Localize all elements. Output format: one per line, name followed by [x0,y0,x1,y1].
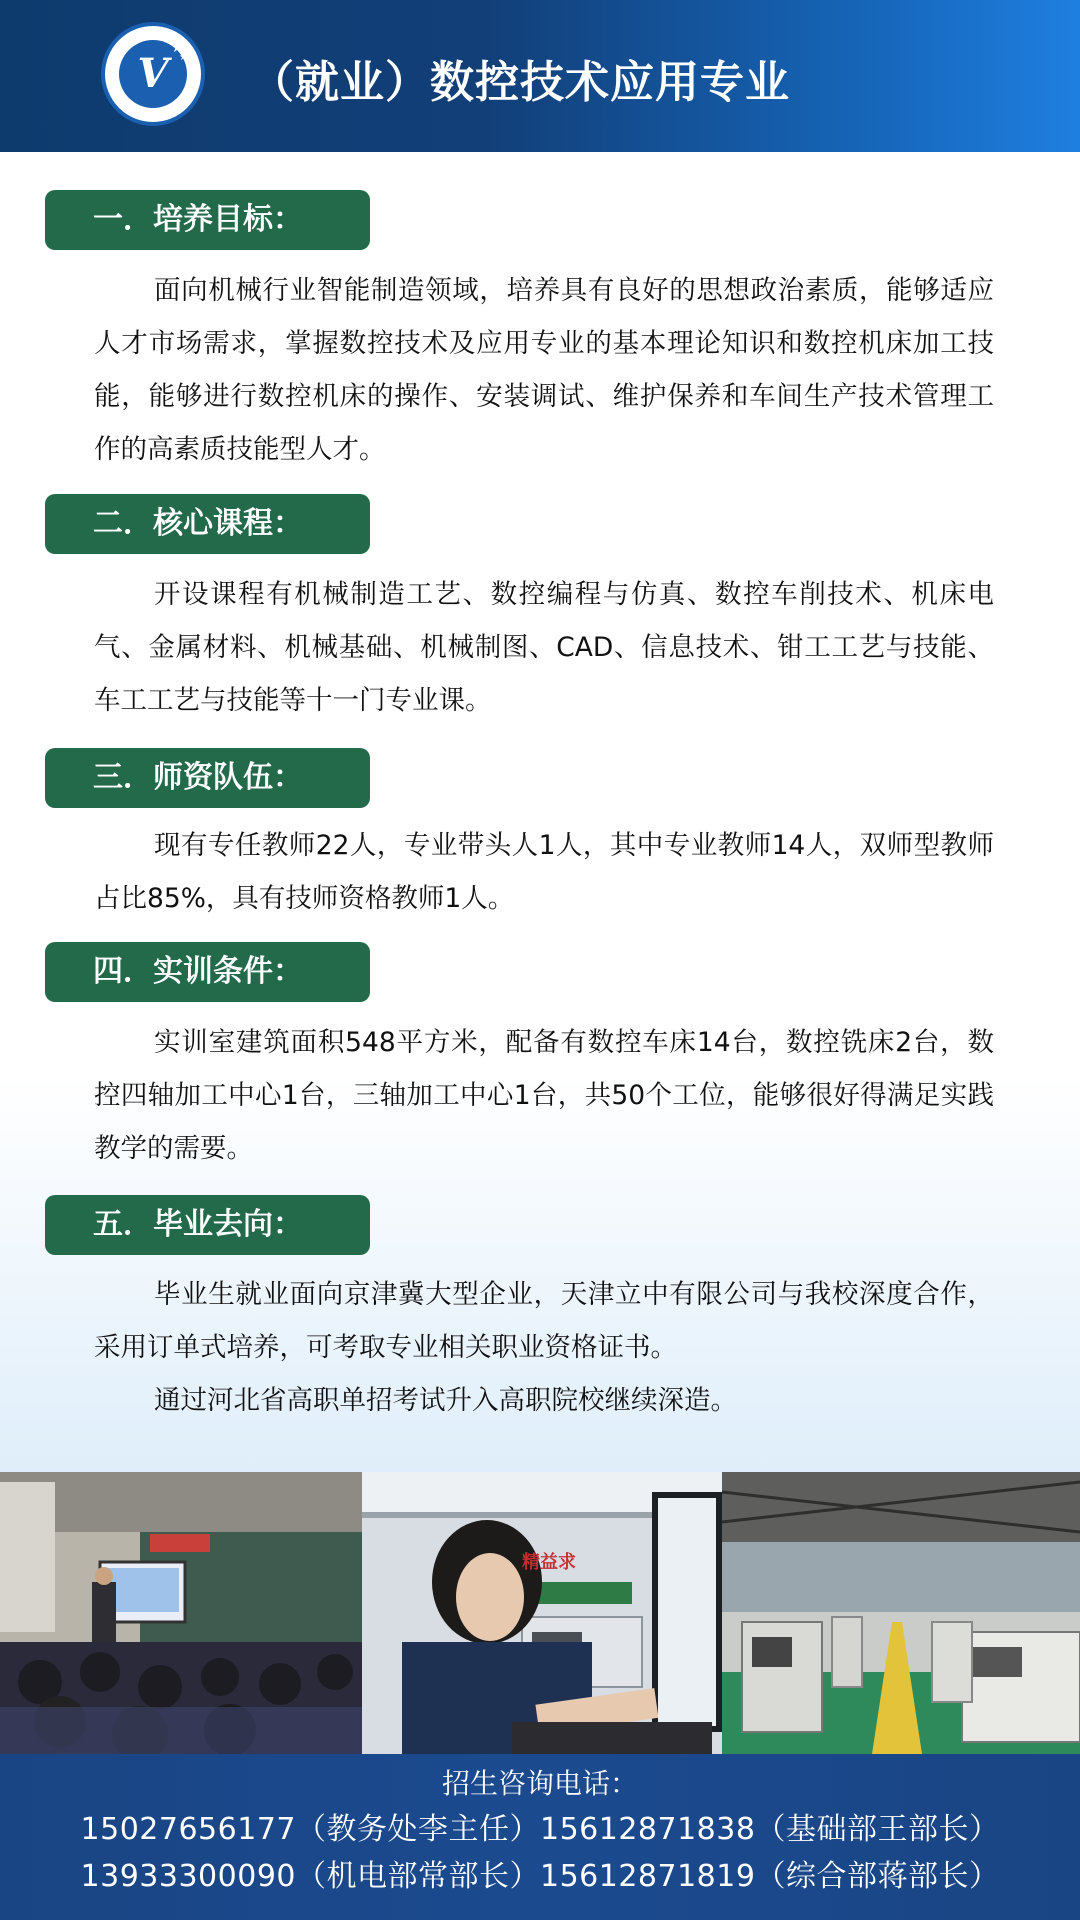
contact-footer [0,1754,1080,1920]
photo-strip [0,1472,1080,1754]
contact-title: 招生咨询电话： [441,1767,638,1800]
contact-phones-line-2: 13933300090（机电部常部长）15612871819（综合部蒋部长） [80,1859,1000,1894]
contact-phones-line-1: 15027656177（教务处李主任）15612871838（基础部王部长） [80,1812,1000,1847]
banner-text: 精益求 [522,1552,576,1573]
section-heading-goals: 一．培养目标： [45,190,370,250]
content-area [0,152,1080,1472]
page-title: （就业）数控技术应用专业 [250,57,790,108]
student-photo [362,1472,722,1754]
section-text-faculty: 现有专任教师22人，专业带头人1人，其中专业教师14人，双师型教师占比85%，具有技师资格教师1人。 [94,830,994,914]
school-logo: V ★ ★ [101,22,205,126]
section-heading-destination: 五．毕业去向： [45,1195,370,1255]
section-text-courses: 开设课程有机械制造工艺、数控编程与仿真、数控车削技术、机床电气、金属材料、机械基础、机械制图、CAD、信息技术、钳工工艺与技能、车工工艺与技能等十一门专业课。 [94,579,994,716]
section-text-destination-1: 毕业生就业面向京津冀大型企业，天津立中有限公司与我校深度合作，采用订单式培养，可考取专业相关职业资格证书。 [94,1279,994,1363]
classroom-photo [0,1472,362,1754]
workshop-photo [722,1472,1080,1754]
page-header [0,0,1080,152]
section-text-goals: 面向机械行业智能制造领域，培养具有良好的思想政治素质，能够适应人才市场需求，掌握数控技术及应用专业的基本理论知识和数控机床加工技能，能够进行数控机床的操作、安装调试、维护保养和车间生产技术管理工作的高素质技能型人才。 [94,275,994,465]
section-heading-courses: 二．核心课程： [45,494,370,554]
section-text-training: 实训室建筑面积548平方米，配备有数控车床14台，数控铣床2台，数控四轴加工中心1台，三轴加工中心1台，共50个工位，能够很好得满足实践教学的需要。 [94,1027,994,1164]
section-text-destination-2: 通过河北省高职单招考试升入高职院校继续深造。 [154,1385,737,1416]
section-heading-training: 四．实训条件： [45,942,370,1002]
section-heading-faculty: 三．师资队伍： [45,748,370,808]
